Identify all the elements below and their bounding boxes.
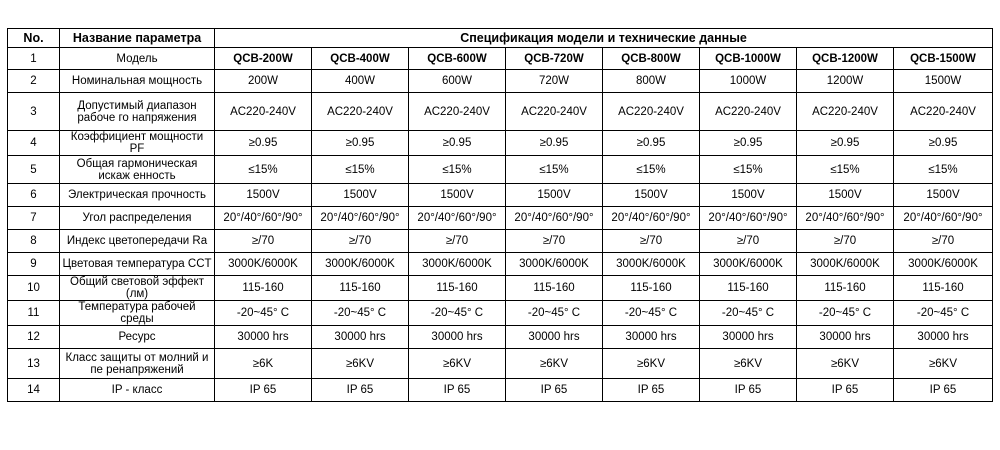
value-cell: ≤15% [700,156,797,184]
value-cell: AC220-240V [797,93,894,131]
value-cell: 30000 hrs [312,326,409,349]
value-cell: 20°/40°/60°/90° [797,207,894,230]
value-cell: ≥0.95 [797,131,894,156]
parameter-name: Общая гармоническая искаж енность [60,156,215,184]
value-cell: ≥6KV [894,349,993,379]
value-cell: AC220-240V [409,93,506,131]
value-cell: 1200W [797,70,894,93]
value-cell: 1500V [603,184,700,207]
value-cell: AC220-240V [506,93,603,131]
value-cell: 30000 hrs [797,326,894,349]
table-row [8,131,993,156]
row-number: 14 [8,379,60,402]
row-number: 9 [8,253,60,276]
value-cell: 400W [312,70,409,93]
value-cell: 720W [506,70,603,93]
model-cell: QCB-800W [603,48,700,70]
row-number: 8 [8,230,60,253]
parameter-name: Цветовая температура CCT [60,253,215,276]
value-cell: 3000K/6000K [506,253,603,276]
parameter-name: Допустимый диапазон рабоче го напряжения [60,93,215,131]
row-number: 2 [8,70,60,93]
value-cell: ≥6KV [409,349,506,379]
value-cell: 115-160 [312,276,409,301]
parameter-name: Индекс цветопередачи Ra [60,230,215,253]
table-row [8,230,993,253]
value-cell: 20°/40°/60°/90° [409,207,506,230]
model-cell: QCB-1500W [894,48,993,70]
value-cell: ≥6KV [603,349,700,379]
value-cell: 1500W [894,70,993,93]
value-cell: ≥/70 [312,230,409,253]
table-row [8,276,993,301]
value-cell: 1500V [409,184,506,207]
value-cell: 1000W [700,70,797,93]
table-body [8,48,993,402]
table-row [8,379,993,402]
value-cell: -20~45° C [603,301,700,326]
value-cell: AC220-240V [603,93,700,131]
value-cell: ≥0.95 [700,131,797,156]
parameter-name: Угол распределения [60,207,215,230]
value-cell: 115-160 [506,276,603,301]
table-row [8,207,993,230]
value-cell: ≥6KV [312,349,409,379]
value-cell: 115-160 [603,276,700,301]
row-number: 12 [8,326,60,349]
parameter-name: Ресурс [60,326,215,349]
table-row [8,326,993,349]
table-row [8,70,993,93]
row-number: 3 [8,93,60,131]
value-cell: IP 65 [506,379,603,402]
value-cell: 1500V [506,184,603,207]
value-cell: ≥6KV [797,349,894,379]
model-cell: QCB-600W [409,48,506,70]
value-cell: 20°/40°/60°/90° [506,207,603,230]
value-cell: -20~45° C [409,301,506,326]
header-no: No. [8,29,60,48]
value-cell: 3000K/6000K [700,253,797,276]
value-cell: 200W [215,70,312,93]
value-cell: ≥0.95 [215,131,312,156]
value-cell: 115-160 [894,276,993,301]
table-row [8,253,993,276]
value-cell: 3000K/6000K [409,253,506,276]
row-number: 1 [8,48,60,70]
model-cell: QCB-1200W [797,48,894,70]
value-cell: 30000 hrs [700,326,797,349]
value-cell: AC220-240V [215,93,312,131]
parameter-name: Модель [60,48,215,70]
row-number: 10 [8,276,60,301]
value-cell: AC220-240V [312,93,409,131]
value-cell: -20~45° C [506,301,603,326]
value-cell: 115-160 [797,276,894,301]
value-cell: 30000 hrs [603,326,700,349]
value-cell: 115-160 [409,276,506,301]
value-cell: ≥6K [215,349,312,379]
row-number: 13 [8,349,60,379]
value-cell: IP 65 [894,379,993,402]
value-cell: 3000K/6000K [215,253,312,276]
value-cell: 20°/40°/60°/90° [603,207,700,230]
value-cell: 30000 hrs [894,326,993,349]
value-cell: ≤15% [506,156,603,184]
value-cell: 115-160 [700,276,797,301]
value-cell: 115-160 [215,276,312,301]
value-cell: ≥/70 [409,230,506,253]
table-row [8,184,993,207]
value-cell: IP 65 [603,379,700,402]
value-cell: 1500V [797,184,894,207]
row-number: 5 [8,156,60,184]
value-cell: 600W [409,70,506,93]
table-row [8,48,993,70]
value-cell: -20~45° C [700,301,797,326]
row-number: 11 [8,301,60,326]
value-cell: ≥/70 [506,230,603,253]
value-cell: 20°/40°/60°/90° [312,207,409,230]
table-row [8,349,993,379]
parameter-name: Номинальная мощность [60,70,215,93]
parameter-name: Коэффициент мощности PF [60,131,215,156]
spec-table [7,28,993,402]
value-cell: 800W [603,70,700,93]
value-cell: ≤15% [215,156,312,184]
model-cell: QCB-1000W [700,48,797,70]
model-cell: QCB-720W [506,48,603,70]
value-cell: ≤15% [409,156,506,184]
value-cell: ≥/70 [215,230,312,253]
value-cell: -20~45° C [312,301,409,326]
value-cell: 3000K/6000K [894,253,993,276]
value-cell: ≤15% [603,156,700,184]
value-cell: AC220-240V [894,93,993,131]
model-cell: QCB-200W [215,48,312,70]
parameter-name: IP - класс [60,379,215,402]
value-cell: ≥6KV [700,349,797,379]
value-cell: ≥0.95 [603,131,700,156]
header-param-name: Название параметра [60,29,215,48]
value-cell: IP 65 [312,379,409,402]
parameter-name: Электрическая прочность [60,184,215,207]
value-cell: ≥/70 [603,230,700,253]
value-cell: -20~45° C [215,301,312,326]
parameter-name: Класс защиты от молний и пе ренапряжений [60,349,215,379]
value-cell: -20~45° C [894,301,993,326]
value-cell: 3000K/6000K [603,253,700,276]
value-cell: IP 65 [409,379,506,402]
value-cell: 3000K/6000K [312,253,409,276]
value-cell: 1500V [894,184,993,207]
value-cell: ≥0.95 [312,131,409,156]
value-cell: 1500V [312,184,409,207]
value-cell: ≥0.95 [506,131,603,156]
value-cell: ≥/70 [797,230,894,253]
row-number: 7 [8,207,60,230]
value-cell: 1500V [215,184,312,207]
value-cell: ≥0.95 [894,131,993,156]
table-row [8,301,993,326]
value-cell: ≥/70 [700,230,797,253]
value-cell: IP 65 [215,379,312,402]
value-cell: 20°/40°/60°/90° [215,207,312,230]
value-cell: 20°/40°/60°/90° [700,207,797,230]
value-cell: 30000 hrs [215,326,312,349]
row-number: 6 [8,184,60,207]
table-row [8,156,993,184]
value-cell: ≤15% [894,156,993,184]
value-cell: 30000 hrs [409,326,506,349]
value-cell: ≥0.95 [409,131,506,156]
value-cell: IP 65 [797,379,894,402]
value-cell: 20°/40°/60°/90° [894,207,993,230]
value-cell: 1500V [700,184,797,207]
parameter-name: Общий световой эффект (лм) [60,276,215,301]
model-cell: QCB-400W [312,48,409,70]
value-cell: ≥/70 [894,230,993,253]
table-header-row [8,29,993,48]
parameter-name: Температура рабочей среды [60,301,215,326]
value-cell: ≤15% [312,156,409,184]
value-cell: -20~45° C [797,301,894,326]
value-cell: ≤15% [797,156,894,184]
row-number: 4 [8,131,60,156]
value-cell: IP 65 [700,379,797,402]
value-cell: 3000K/6000K [797,253,894,276]
table-row [8,93,993,131]
value-cell: ≥6KV [506,349,603,379]
value-cell: 30000 hrs [506,326,603,349]
value-cell: AC220-240V [700,93,797,131]
header-spec-title: Спецификация модели и технические данные [215,29,993,48]
